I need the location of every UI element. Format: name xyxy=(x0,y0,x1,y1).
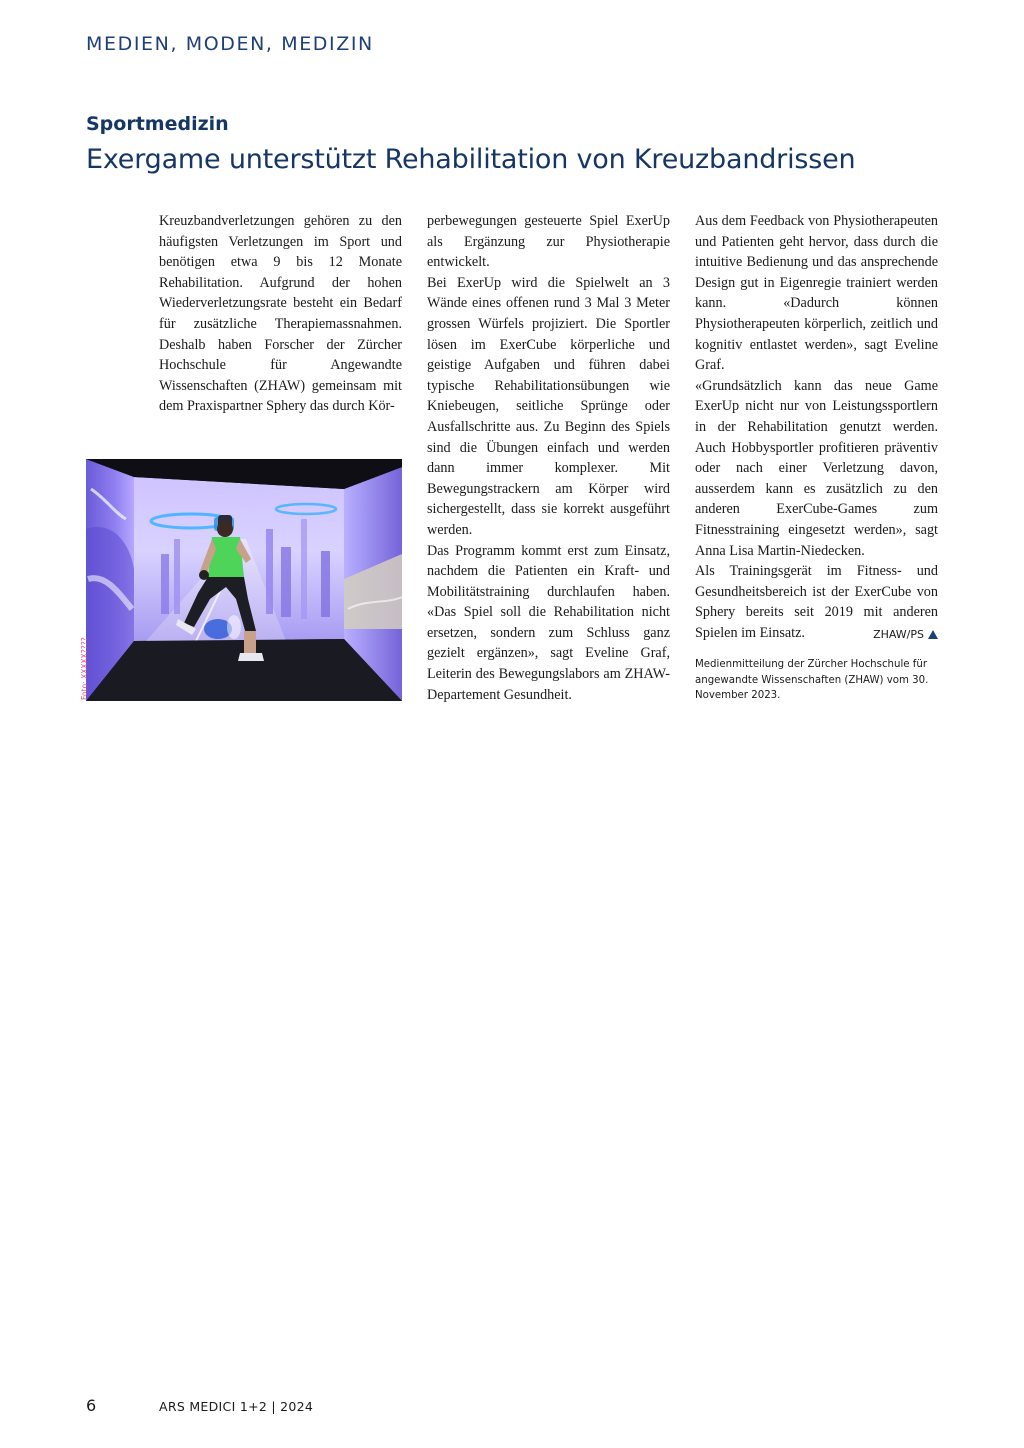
article-column-2 xyxy=(427,211,670,705)
page-number: 6 xyxy=(86,1396,97,1415)
article-kicker: Sportmedizin xyxy=(86,113,229,135)
author-text: ZHAW/PS xyxy=(873,627,924,641)
paragraph-text: Als Trainingsgerät im Fitness- und Gesundheitsbereich ist der ExerCube von Sphery bereits seit 2019 mit anderen Spielen im Einsatz. xyxy=(695,563,938,641)
paragraph: perbewegungen gesteuerte Spiel ExerUp als Ergänzung zur Physiotherapie entwickelt. xyxy=(427,213,670,271)
paragraph-last xyxy=(695,561,938,643)
paragraph: «Grundsätzlich kann das neue Game ExerUp nicht nur von Leistungssportlern in der Rehabilitation genutzt werden. Auch Hobbysportler profitieren präventiv oder nach einer Verletzung davon, ausserdem kann es zusätzlich zu den anderen ExerCube-Games zum Fitnesstraining eingesetzt werden», sagt Anna Lisa Martin-Niedecken. xyxy=(695,377,938,559)
source-note: Medienmitteilung der Zürcher Hochschule für angewandte Wissenschaften (ZHAW) vom 30. November 2023. xyxy=(695,659,929,702)
section-header: MEDIEN, MODEN, MEDIZIN xyxy=(86,33,374,55)
article-column-3 xyxy=(695,211,938,704)
paragraph: Aus dem Feedback von Physiotherapeuten und Patienten geht hervor, dass durch die intuitive Bedienung und das ansprechende Design gut in Eigenregie trainiert werden kann. «Dadurch können Physiotherapeuten körperlich, zeitlich und kognitiv entlastet werden», sagt Eveline Graf. xyxy=(695,213,938,374)
paragraph: Bei ExerUp wird die Spielwelt an 3 Wände eines offenen rund 3 Mal 3 Meter grossen Würfels projiziert. Die Sportler lösen im ExerCube körperliche und geistige Aufgaben und führen dabei typische Rehabilitationsübungen wie Kniebeugen, seitliche Sprünge oder Ausfallschritte aus. Zu Beginn des Spiels sind die Übungen einfach und werden dann immer komplexer. Mit Bewegungstrackern am Körper wird sichergestellt, dass sie korrekt ausgeführt werden. xyxy=(427,274,670,538)
paragraph: Das Programm kommt erst zum Einsatz, nachdem die Patienten ein Kraft- und Mobilitätstraining durchlaufen haben. «Das Spiel soll die Rehabilitation nicht ersetzen, sondern zum Schluss ganz gezielt ergänzen», sagt Eveline Graf, Leiterin des Bewegungslabors am ZHAW-Departement Gesundheit. xyxy=(427,542,670,703)
author-credit xyxy=(873,625,938,646)
photo-credit: Foto: XXXXX???? xyxy=(80,637,89,700)
article-column-1 xyxy=(159,211,402,417)
article-photo xyxy=(86,459,402,701)
journal-issue: ARS MEDICI 1+2 | 2024 xyxy=(159,1399,314,1414)
end-triangle-icon xyxy=(928,630,938,639)
article-title: Exergame unterstützt Rehabilitation von Kreuzbandrissen xyxy=(86,144,856,175)
paragraph: Kreuzbandverletzungen gehören zu den häufigsten Verletzungen im Sport und benötigen etwa 9 bis 12 Monate Rehabilitation. Aufgrund der hohen Wiederverletzungsrate besteht ein Bedarf für zusätzliche Therapiemassnahmen. Deshalb haben Forscher der Zürcher Hochschule für Angewandte Wissenschaften (ZHAW) gemeinsam mit dem Praxispartner Sphery das durch Kör- xyxy=(159,213,402,415)
